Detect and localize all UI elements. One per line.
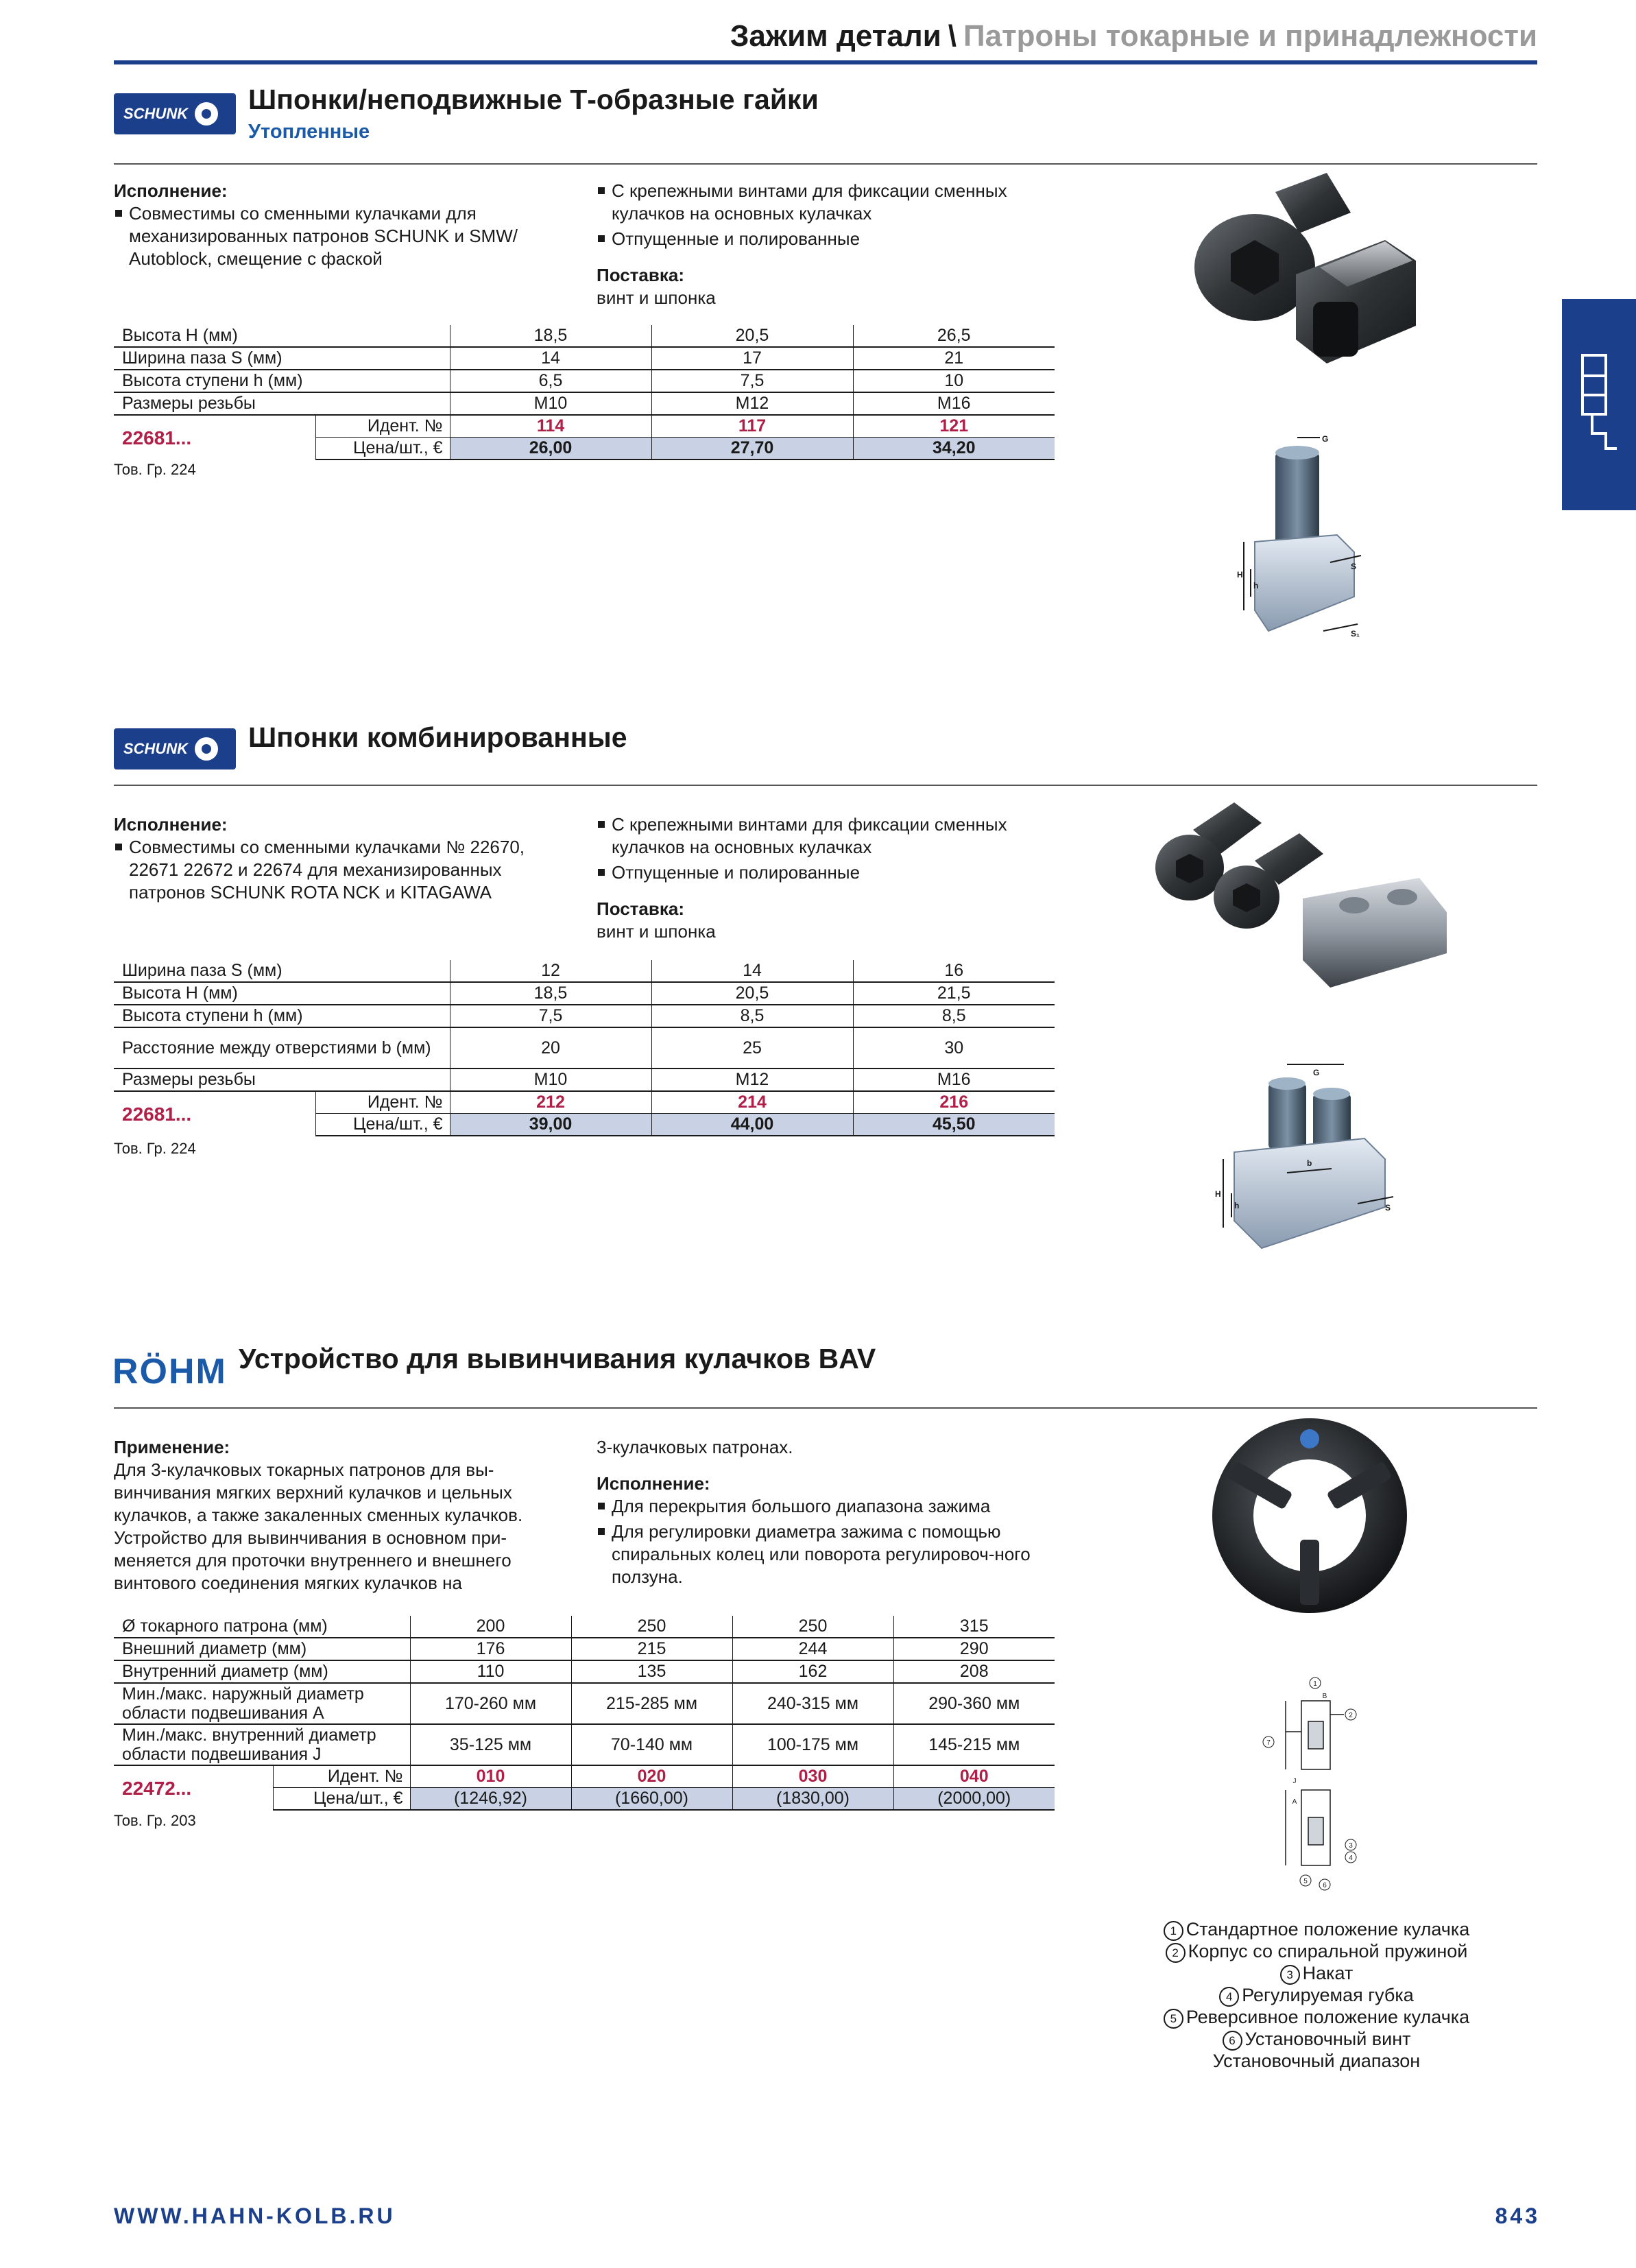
section1-subtitle: Утопленные xyxy=(248,121,370,143)
table-cell: 110 xyxy=(410,1660,571,1683)
drawing-label: 3 xyxy=(1349,1842,1353,1850)
ident-number: 121 xyxy=(853,415,1055,438)
table-cell: 70-140 мм xyxy=(571,1724,732,1765)
legend-item xyxy=(1097,2029,1536,2051)
table-cell: 215-285 мм xyxy=(571,1683,732,1724)
table-row xyxy=(114,392,1055,415)
table-cell: M12 xyxy=(651,1069,853,1091)
section3-execution-item-2: Для регулировки диаметра зажима с помощью спиральных колец или поворота регулировоч-ного ползуна. xyxy=(597,1520,1063,1588)
section2-execution xyxy=(114,813,566,904)
table-cell: 100-175 мм xyxy=(732,1724,893,1765)
t-nut-product-photo xyxy=(1179,165,1426,384)
section2-delivery-label: Поставка: xyxy=(597,898,684,919)
section2-execution-right-item-2: Отпущенные и полированные xyxy=(597,861,1063,884)
row-label: Мин./макс. внутренний диаметр области подвешивания J xyxy=(114,1724,410,1765)
price-value: 26,00 xyxy=(450,438,651,460)
section3-title: Устройство для вывинчивания кулачков BAV xyxy=(239,1343,876,1374)
price-value: (1660,00) xyxy=(571,1788,732,1811)
table-cell: 135 xyxy=(571,1660,732,1683)
chapter-side-tab xyxy=(1562,299,1636,510)
table-cell: 290 xyxy=(893,1638,1055,1660)
header-breadcrumb xyxy=(730,19,1537,53)
ident-number: 020 xyxy=(571,1765,732,1788)
schunk-logo-mark-icon xyxy=(195,102,218,126)
table-cell: M12 xyxy=(651,392,853,415)
section1-execution-right-item-1: С крепежными винтами для фиксации сменных кулачков на основных кулачках xyxy=(597,180,1063,225)
article-code: 22681... xyxy=(122,1103,192,1125)
legend-text: Установочный винт xyxy=(1244,2029,1411,2049)
ident-number: 040 xyxy=(893,1765,1055,1788)
section3-application-cont: 3-кулачковых патронах. xyxy=(597,1437,793,1457)
table-cell: 170-260 мм xyxy=(410,1683,571,1724)
table-cell: 208 xyxy=(893,1660,1055,1683)
combined-key-dimension-drawing xyxy=(1214,1056,1399,1262)
table-cell: 6,5 xyxy=(450,370,651,392)
price-value: 27,70 xyxy=(651,438,853,460)
drawing-label: h xyxy=(1253,581,1259,590)
legend-number: 5 xyxy=(1164,2009,1183,2029)
price-label: Цена/шт., € xyxy=(315,1114,450,1136)
table-cell: 20,5 xyxy=(651,325,853,347)
section3-application-text: Для 3-кулачковых токарных патронов для вы-винчивания мягких верхний кулачков и цельных кулачков, а также закаленных сменных кулачков. Устройство для вывинчивания в основном при-меняется для проточки внутреннего и внешнего винтового соединения мягких кулачков на xyxy=(114,1459,523,1593)
price-value: 45,50 xyxy=(853,1114,1055,1136)
table-cell: 17 xyxy=(651,347,853,370)
legend-item xyxy=(1097,1963,1536,1985)
drawing-label: S xyxy=(1385,1203,1391,1213)
section1-delivery: винт и шпонка xyxy=(597,287,716,308)
ident-row xyxy=(114,1765,1055,1788)
section3-execution-item-1: Для перекрытия большого диапазона зажима xyxy=(597,1495,1063,1518)
table-cell: M16 xyxy=(853,1069,1055,1091)
table-row xyxy=(114,1027,1055,1069)
legend-number: 6 xyxy=(1223,2031,1242,2051)
section2-delivery: винт и шпонка xyxy=(597,921,716,942)
drawing-label: G xyxy=(1322,434,1329,444)
row-label: Мин./макс. наружный диаметр области подвешивания A xyxy=(114,1683,410,1724)
section3-application-label: Применение: xyxy=(114,1437,230,1457)
table-row xyxy=(114,1683,1055,1724)
ident-number: 114 xyxy=(450,415,651,438)
section1-execution-right-item-2: Отпущенные и полированные xyxy=(597,228,1063,250)
ident-number: 212 xyxy=(450,1091,651,1114)
legend-text: Стандартное положение кулачка xyxy=(1186,1919,1470,1939)
table-cell: 8,5 xyxy=(853,1005,1055,1027)
table-cell: 240-315 мм xyxy=(732,1683,893,1724)
legend-item xyxy=(1097,1985,1536,2007)
drawing-label: H xyxy=(1215,1189,1221,1199)
legend-item xyxy=(1097,1919,1536,1941)
chuck-jaw-tab-icon xyxy=(1562,299,1636,510)
table-cell: 12 xyxy=(450,960,651,982)
table-cell: 244 xyxy=(732,1638,893,1660)
table-row xyxy=(114,370,1055,392)
table-cell: 35-125 мм xyxy=(410,1724,571,1765)
section1-execution-item: Совместимы со сменными кулачками для механизированных патронов SCHUNK и SMW/ Autoblock, смещение с фаской xyxy=(114,202,560,270)
drawing-label: B xyxy=(1322,1693,1327,1700)
rohm-logo: RÖHM xyxy=(112,1352,227,1392)
row-label: Высота H (мм) xyxy=(114,982,450,1005)
price-label: Цена/шт., € xyxy=(273,1788,410,1811)
legend-item xyxy=(1097,1941,1536,1963)
t-nut-dimension-drawing xyxy=(1227,432,1371,645)
section1-execution-right xyxy=(597,180,1063,309)
legend-text: Корпус со спиральной пружиной xyxy=(1188,1941,1468,1961)
table-row xyxy=(114,1069,1055,1091)
row-label: Внешний диаметр (мм) xyxy=(114,1638,410,1660)
table-cell: 7,5 xyxy=(651,370,853,392)
legend-number: 2 xyxy=(1166,1943,1186,1963)
price-value: (1830,00) xyxy=(732,1788,893,1811)
row-label: Расстояние между отверстиями b (мм) xyxy=(114,1027,450,1069)
drawing-legend xyxy=(1097,1919,1536,2072)
ident-number: 030 xyxy=(732,1765,893,1788)
row-label: Ширина паза S (мм) xyxy=(114,347,450,370)
section3-spec-table xyxy=(114,1616,1055,1811)
table-cell: 20 xyxy=(450,1027,651,1069)
legend-item xyxy=(1097,2051,1536,2072)
drawing-label: A xyxy=(1292,1798,1297,1806)
table-cell: 18,5 xyxy=(450,325,651,347)
table-cell: M10 xyxy=(450,392,651,415)
table-cell: 10 xyxy=(853,370,1055,392)
legend-number: 3 xyxy=(1280,1965,1300,1985)
article-code: 22472... xyxy=(122,1777,192,1799)
section2-rule xyxy=(114,785,1537,786)
section3-execution-label: Исполнение: xyxy=(597,1473,710,1494)
price-value: (1246,92) xyxy=(410,1788,571,1811)
combined-key-product-photo xyxy=(1152,796,1454,1001)
article-code: 22681... xyxy=(122,427,192,449)
drawing-label: G xyxy=(1313,1068,1320,1077)
drawing-label: 1 xyxy=(1313,1680,1317,1688)
header-subtitle: Патроны токарные и принадлежности xyxy=(963,19,1537,53)
table-cell: 7,5 xyxy=(450,1005,651,1027)
price-value: 39,00 xyxy=(450,1114,651,1136)
row-label: Ø токарного патрона (мм) xyxy=(114,1616,410,1638)
header-separator: \ xyxy=(948,19,957,53)
section1-delivery-label: Поставка: xyxy=(597,265,684,285)
table-row xyxy=(114,1660,1055,1683)
table-cell: 145-215 мм xyxy=(893,1724,1055,1765)
table-cell: 14 xyxy=(651,960,853,982)
schunk-logo: SCHUNK xyxy=(114,728,236,769)
drawing-label: 7 xyxy=(1266,1739,1271,1747)
section2-execution-right xyxy=(597,813,1063,943)
ident-number: 117 xyxy=(651,415,853,438)
section1-product-group: Тов. Гр. 224 xyxy=(114,461,196,478)
table-cell: 290-360 мм xyxy=(893,1683,1055,1724)
jaw-unscrewing-device-photo xyxy=(1207,1413,1412,1619)
ident-label: Идент. № xyxy=(273,1765,410,1788)
drawing-label: b xyxy=(1307,1158,1312,1168)
table-cell: 200 xyxy=(410,1616,571,1638)
section2-execution-item: Совместимы со сменными кулачками № 22670, 22671 22672 и 22674 для механизированных патронов SCHUNK ROTA NCK и KITAGAWA xyxy=(114,836,566,904)
legend-number: 1 xyxy=(1164,1921,1183,1941)
table-cell: 21,5 xyxy=(853,982,1055,1005)
row-label: Размеры резьбы xyxy=(114,1069,450,1091)
section2-execution-right-item-1: С крепежными винтами для фиксации сменных кулачков на основных кулачках xyxy=(597,813,1063,859)
table-cell: 30 xyxy=(853,1027,1055,1069)
header-main-title: Зажим детали xyxy=(730,19,941,53)
section2-title: Шпонки комбинированные xyxy=(248,721,627,753)
table-cell: 20,5 xyxy=(651,982,853,1005)
row-label: Высота H (мм) xyxy=(114,325,450,347)
legend-number: 4 xyxy=(1219,1987,1239,2007)
table-cell: 315 xyxy=(893,1616,1055,1638)
price-label: Цена/шт., € xyxy=(315,438,450,460)
table-cell: 16 xyxy=(853,960,1055,982)
section1-execution xyxy=(114,180,560,270)
ident-number: 010 xyxy=(410,1765,571,1788)
table-row xyxy=(114,347,1055,370)
row-label: Высота ступени h (мм) xyxy=(114,1005,450,1027)
section2-product-group: Тов. Гр. 224 xyxy=(114,1140,196,1157)
drawing-label: 5 xyxy=(1303,1878,1308,1885)
section3-rule xyxy=(114,1407,1537,1409)
row-label: Высота ступени h (мм) xyxy=(114,370,450,392)
ident-number: 216 xyxy=(853,1091,1055,1114)
price-value: 34,20 xyxy=(853,438,1055,460)
section1-title: Шпонки/неподвижные Т-образные гайки xyxy=(248,84,819,115)
legend-text: Реверсивное положение кулачка xyxy=(1186,2007,1470,2027)
ident-row xyxy=(114,415,1055,438)
section2-execution-label: Исполнение: xyxy=(114,814,228,835)
legend-text: Регулируемая губка xyxy=(1242,1985,1414,2005)
price-value: 44,00 xyxy=(651,1114,853,1136)
jaw-unscrewing-device-drawing xyxy=(1248,1673,1371,1893)
section3-product-group: Тов. Гр. 203 xyxy=(114,1812,196,1829)
drawing-label: h xyxy=(1234,1201,1240,1210)
table-cell: 250 xyxy=(732,1616,893,1638)
price-value: (2000,00) xyxy=(893,1788,1055,1811)
footer-website-link[interactable]: WWW.HAHN-KOLB.RU xyxy=(114,2204,396,2228)
ident-label: Идент. № xyxy=(315,1091,450,1114)
table-cell: 215 xyxy=(571,1638,732,1660)
ident-label: Идент. № xyxy=(315,415,450,438)
table-row xyxy=(114,1616,1055,1638)
table-cell: 25 xyxy=(651,1027,853,1069)
section3-application xyxy=(114,1436,560,1595)
header-rule xyxy=(114,60,1537,64)
table-row xyxy=(114,1724,1055,1765)
section2-spec-table xyxy=(114,960,1055,1136)
row-label: Внутренний диаметр (мм) xyxy=(114,1660,410,1683)
table-row xyxy=(114,325,1055,347)
table-cell: 176 xyxy=(410,1638,571,1660)
drawing-label: 4 xyxy=(1349,1854,1353,1862)
drawing-label: 6 xyxy=(1323,1882,1327,1889)
drawing-label: J xyxy=(1292,1778,1297,1785)
table-cell: 26,5 xyxy=(853,325,1055,347)
table-cell: M16 xyxy=(853,392,1055,415)
row-label: Размеры резьбы xyxy=(114,392,450,415)
legend-text: Установочный диапазон xyxy=(1212,2051,1421,2071)
section1-execution-label: Исполнение: xyxy=(114,180,228,201)
drawing-label: 2 xyxy=(1349,1712,1353,1719)
table-row xyxy=(114,982,1055,1005)
table-cell: 8,5 xyxy=(651,1005,853,1027)
drawing-label: S₁ xyxy=(1351,629,1360,638)
table-row xyxy=(114,960,1055,982)
drawing-label: H xyxy=(1237,570,1243,580)
schunk-logo: SCHUNK xyxy=(114,93,236,134)
table-cell: 18,5 xyxy=(450,982,651,1005)
page-header xyxy=(114,12,1537,69)
table-cell: 14 xyxy=(450,347,651,370)
ident-row xyxy=(114,1091,1055,1114)
row-label: Ширина паза S (мм) xyxy=(114,960,450,982)
schunk-logo-mark-icon xyxy=(195,737,218,761)
table-row xyxy=(114,1638,1055,1660)
section3-execution xyxy=(597,1436,1063,1588)
table-cell: 250 xyxy=(571,1616,732,1638)
section1-spec-table xyxy=(114,325,1055,460)
ident-number: 214 xyxy=(651,1091,853,1114)
drawing-label: S xyxy=(1351,562,1357,571)
table-cell: 162 xyxy=(732,1660,893,1683)
table-row xyxy=(114,1005,1055,1027)
table-cell: M10 xyxy=(450,1069,651,1091)
legend-item xyxy=(1097,2007,1536,2029)
page-number: 843 xyxy=(1495,2204,1540,2228)
legend-text: Накат xyxy=(1302,1963,1354,1983)
table-cell: 21 xyxy=(853,347,1055,370)
